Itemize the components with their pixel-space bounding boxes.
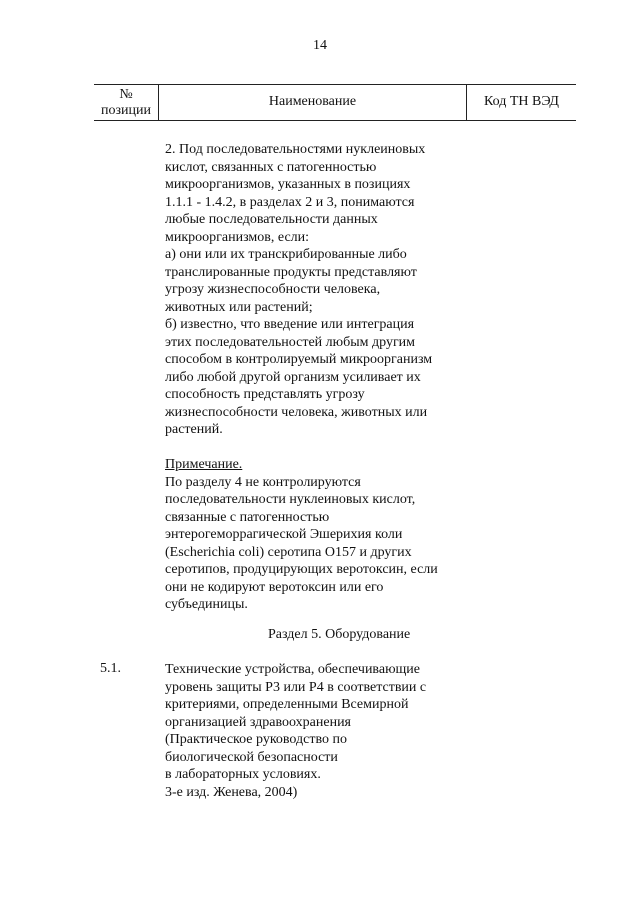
note-line: серотипов, продуцирующих веротоксин, если — [165, 562, 438, 577]
paragraph-line: микроорганизмов, если: — [165, 229, 310, 245]
note-line: последовательности нуклеиновых кислот, — [165, 492, 416, 507]
header-top-rule — [94, 84, 576, 85]
paragraph-line: любые последовательности данных — [165, 212, 378, 227]
paragraph-line: 1.1.1 - 1.4.2, в разделах 2 и 3, понимаются — [165, 194, 415, 210]
table-header — [94, 84, 576, 122]
paragraph-line: либо любой другой организм усиливает их — [165, 369, 421, 385]
item-line: в лабораторных условиях. — [165, 767, 321, 782]
header-col-name: Наименование — [268, 94, 357, 109]
paragraph-line: микроорганизмов, указанных в позициях — [165, 177, 411, 192]
paragraph-line: способность представлять угрозу — [165, 387, 365, 402]
paragraph-line: транслированные продукты представляют — [165, 264, 417, 280]
note-line: энтерогеморрагической Эшерихия коли — [165, 527, 403, 542]
header-col-number-line2: позиции — [101, 103, 151, 118]
header-bottom-rule — [94, 120, 576, 121]
note-line: они не кодируют веротоксин или его — [165, 579, 384, 595]
item-line: Технические устройства, обеспечивающие — [165, 662, 421, 677]
paragraph-line: кислот, связанных с патогенностью — [165, 159, 377, 175]
item-line: биологической безопасности — [165, 749, 338, 765]
paragraph-line: б) известно, что введение или интеграция — [165, 317, 415, 332]
paragraph-line: этих последовательностей любым другим — [165, 334, 416, 350]
paragraph-line: 2. Под последовательностями нуклеиновых — [165, 142, 426, 157]
note-line: По разделу 4 не контролируются — [165, 474, 361, 490]
item-line: организацией здравоохранения — [165, 714, 351, 730]
note-block — [165, 456, 465, 614]
paragraph-2 — [165, 141, 465, 439]
note-line: (Escherichia coli) серотипа O157 и других — [165, 544, 412, 560]
section-5-title: Раздел 5. Оборудование — [268, 627, 411, 642]
item-line: 3-е изд. Женева, 2004) — [165, 784, 298, 800]
paragraph-line: жизнеспособности человека, животных или — [165, 404, 428, 420]
paragraph-line: растений. — [165, 422, 223, 437]
header-col-number — [94, 87, 158, 119]
item-line: уровень защиты Р3 или Р4 в соответствии с — [165, 679, 427, 695]
paragraph-line: животных или растений; — [165, 299, 313, 315]
paragraph-line: а) они или их транскрибированные либо — [165, 247, 407, 262]
note-line: связанные с патогенностью — [165, 509, 330, 525]
item-line: критериями, определенными Всемирной — [165, 697, 409, 712]
header-col-code: Код ТН ВЭД — [484, 94, 559, 109]
note-title: Примечание. — [165, 457, 243, 472]
note-line: субъединицы. — [165, 597, 248, 612]
page-number: 14 — [313, 38, 327, 53]
item-5-1-number: 5.1. — [100, 661, 121, 676]
item-line: (Практическое руководство по — [165, 732, 347, 747]
item-5-1-text — [165, 661, 465, 801]
paragraph-line: способом в контролируемый микроорганизм — [165, 352, 433, 367]
paragraph-line: угрозу жизнеспособности человека, — [165, 282, 381, 297]
header-col-number-line1: № — [119, 87, 133, 102]
